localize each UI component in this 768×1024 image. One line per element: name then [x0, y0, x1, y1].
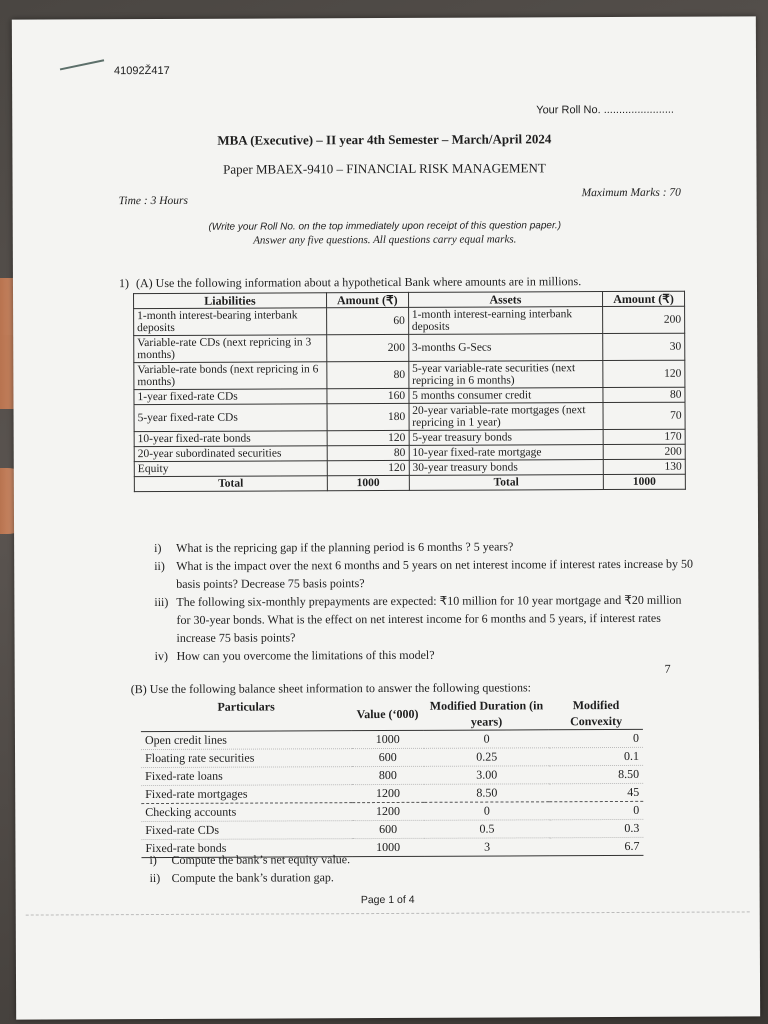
question-1b-prompt: (B) Use the following balance sheet information to answer the following questions:	[130, 680, 532, 697]
liability-amount: 60	[326, 307, 408, 334]
asset-amount: 130	[603, 459, 685, 474]
subquestion	[149, 849, 689, 869]
modified-duration: 0.25	[476, 749, 498, 764]
asset-amount: 30	[603, 333, 685, 360]
particular-value: 800	[378, 767, 397, 783]
asset-amount: 200	[603, 306, 685, 333]
table-row	[141, 819, 643, 839]
subquestion-number: i)	[154, 540, 162, 556]
subquestion-text: What is the repricing gap if the planning period is 6 months ? 5 years?	[176, 539, 514, 555]
table-row	[134, 360, 685, 389]
modified-duration: 0	[483, 803, 490, 818]
asset-name: 5-year treasury bonds	[409, 430, 603, 446]
pen-mark-icon	[58, 57, 108, 73]
total-assets: 1000	[603, 474, 685, 489]
table-row	[141, 801, 643, 821]
modified-duration: 3.00	[476, 767, 498, 782]
liability-name: 5-year fixed-rate CDs	[134, 404, 327, 432]
particular-name: Open credit lines	[144, 732, 227, 748]
subquestion-text: Compute the bank’s net equity value.	[171, 852, 351, 867]
liability-amount: 180	[327, 403, 409, 430]
modified-duration: 3	[484, 839, 491, 854]
table-total-row	[134, 474, 685, 491]
subquestion-text: Compute the bank’s duration gap.	[171, 870, 334, 885]
header-value: Value (‘000)	[356, 706, 419, 722]
table-row	[134, 402, 685, 431]
table-row	[141, 783, 643, 803]
subquestion-text: How can you overcome the limitations of this model?	[176, 647, 435, 663]
liability-name: 1-month interest-bearing interbank deposits	[134, 308, 327, 336]
instruction-answer: Answer any five questions. All questions carry equal marks.	[253, 233, 517, 247]
exam-time: Time : 3 Hours	[118, 194, 188, 208]
particular-value: 1000	[376, 839, 401, 855]
subquestion	[154, 537, 694, 557]
subquestion-number: iv)	[154, 648, 168, 664]
modified-convexity: 8.50	[618, 766, 640, 781]
subquestion-text: What is the impact over the next 6 months and 5 years on net interest income if interest rates increase by 50 basis points? Decrease 75 basis points?	[176, 556, 694, 591]
footer-divider	[26, 911, 750, 915]
particular-name: Fixed-rate loans	[145, 768, 223, 784]
liability-name: 1-year fixed-rate CDs	[134, 389, 327, 405]
particular-name: Fixed-rate CDs	[145, 822, 220, 838]
header-liabilities: Liabilities	[134, 293, 327, 309]
asset-name: 1-month interest-earning interbank deposits	[408, 307, 602, 335]
header-asset-amount: Amount (₹)	[603, 291, 685, 306]
question-1a-text: (A) Use the following information about a hypothetical Bank where amounts are in millions.	[135, 274, 582, 291]
table-header-row	[141, 697, 643, 732]
bank-balance-table	[133, 291, 686, 492]
paper-title: Paper MBAEX-9410 – FINANCIAL RISK MANAGEMENT	[223, 160, 546, 177]
particular-value: 600	[379, 821, 398, 837]
modified-convexity: 0	[633, 802, 640, 817]
modified-convexity: 45	[627, 784, 640, 799]
asset-name: 10-year fixed-rate mortgage	[409, 445, 603, 461]
particular-value: 600	[378, 749, 397, 765]
header-assets: Assets	[408, 292, 602, 308]
page-number: Page 1 of 4	[360, 893, 415, 907]
header-liability-amount: Amount (₹)	[326, 292, 408, 307]
instruction-roll: (Write your Roll No. on the top immediately upon receipt of this question paper.)	[208, 220, 562, 233]
liability-name: Variable-rate CDs (next repricing in 3 months)	[134, 335, 327, 363]
particular-name: Floating rate securities	[145, 750, 255, 766]
asset-name: 20-year variable-rate mortgages (next repricing in 1 year)	[409, 403, 603, 431]
particular-value: 1200	[375, 803, 401, 819]
total-liabilities: 1000	[327, 475, 409, 490]
liability-amount: 80	[327, 361, 409, 388]
subquestion-text: The following six-monthly prepayments are expected: ₹10 million for 10 year mortgage and ₹20 million for 30-year bonds. What is the effect on net interest income for 6 months and 5 years, if interest rates increase 75 basis points?	[176, 592, 682, 645]
asset-amount: 70	[603, 402, 685, 429]
table-row	[134, 306, 685, 335]
asset-amount: 170	[603, 429, 685, 444]
asset-name: 5-year variable-rate securities (next repricing in 6 months)	[409, 361, 603, 389]
course-title-text: MBA (Executive) – II year 4th Semester – March/April 2024	[217, 131, 552, 148]
liability-amount: 200	[326, 334, 408, 361]
roll-number: Your Roll No. .......................	[536, 103, 675, 117]
subquestion	[155, 645, 695, 665]
liability-amount: 160	[327, 388, 409, 403]
liability-name: 10-year fixed-rate bonds	[134, 431, 327, 447]
subquestion-number: iii)	[154, 594, 169, 610]
table-row	[134, 333, 685, 362]
liability-name: Equity	[134, 461, 327, 477]
modified-duration: 0.5	[479, 821, 495, 836]
subquestion-number: ii)	[149, 870, 161, 886]
max-marks: Maximum Marks : 70	[581, 186, 681, 200]
liability-amount: 120	[327, 430, 409, 445]
total-label: Total	[409, 475, 603, 491]
question-1a-prompt	[119, 274, 581, 291]
particular-name: Fixed-rate mortgages	[145, 786, 248, 802]
question-1b-subparts	[149, 849, 689, 887]
subquestion	[154, 555, 694, 593]
course-title	[12, 130, 756, 149]
header-modified-duration: Modified Duration (in years)	[429, 698, 544, 729]
asset-amount: 80	[603, 387, 685, 402]
table-row	[141, 729, 643, 749]
asset-name: 5 months consumer credit	[409, 388, 603, 404]
particular-value: 1000	[375, 731, 400, 747]
asset-amount: 200	[603, 444, 685, 459]
total-label: Total	[134, 476, 327, 492]
particular-name: Fixed-rate bonds	[145, 840, 227, 856]
liability-amount: 120	[327, 460, 409, 475]
header-modified-convexity: Modified Convexity	[570, 697, 623, 729]
marks: 7	[664, 661, 671, 676]
header-particulars: Particulars	[217, 699, 275, 714]
table-row	[141, 747, 643, 767]
liability-amount: 80	[327, 445, 409, 460]
modified-duration: 0	[483, 731, 490, 746]
liability-name: Variable-rate bonds (next repricing in 6 months)	[134, 362, 327, 390]
particular-name: Checking accounts	[145, 804, 237, 820]
modified-convexity: 6.7	[624, 838, 640, 853]
modified-convexity: 0	[632, 730, 639, 745]
table-row	[141, 765, 643, 785]
modified-convexity: 0.1	[624, 748, 640, 763]
asset-name: 30-year treasury bonds	[409, 460, 603, 476]
subquestion-number: ii)	[154, 558, 165, 574]
paper-serial: 41092Ž417	[114, 64, 170, 78]
modified-duration: 8.50	[476, 785, 498, 800]
question-number: 1)	[118, 276, 130, 291]
question-1a-subparts	[154, 537, 695, 665]
particular-value: 1200	[375, 785, 400, 801]
subquestion	[154, 591, 694, 647]
duration-table	[141, 697, 644, 858]
subquestion-number: i)	[149, 853, 157, 868]
modified-convexity: 0.3	[624, 820, 640, 835]
asset-amount: 120	[603, 360, 685, 387]
exam-paper	[12, 16, 760, 1019]
subquestion	[150, 867, 690, 887]
asset-name: 3-months G-Secs	[408, 334, 602, 362]
liability-name: 20-year subordinated securities	[134, 446, 327, 462]
